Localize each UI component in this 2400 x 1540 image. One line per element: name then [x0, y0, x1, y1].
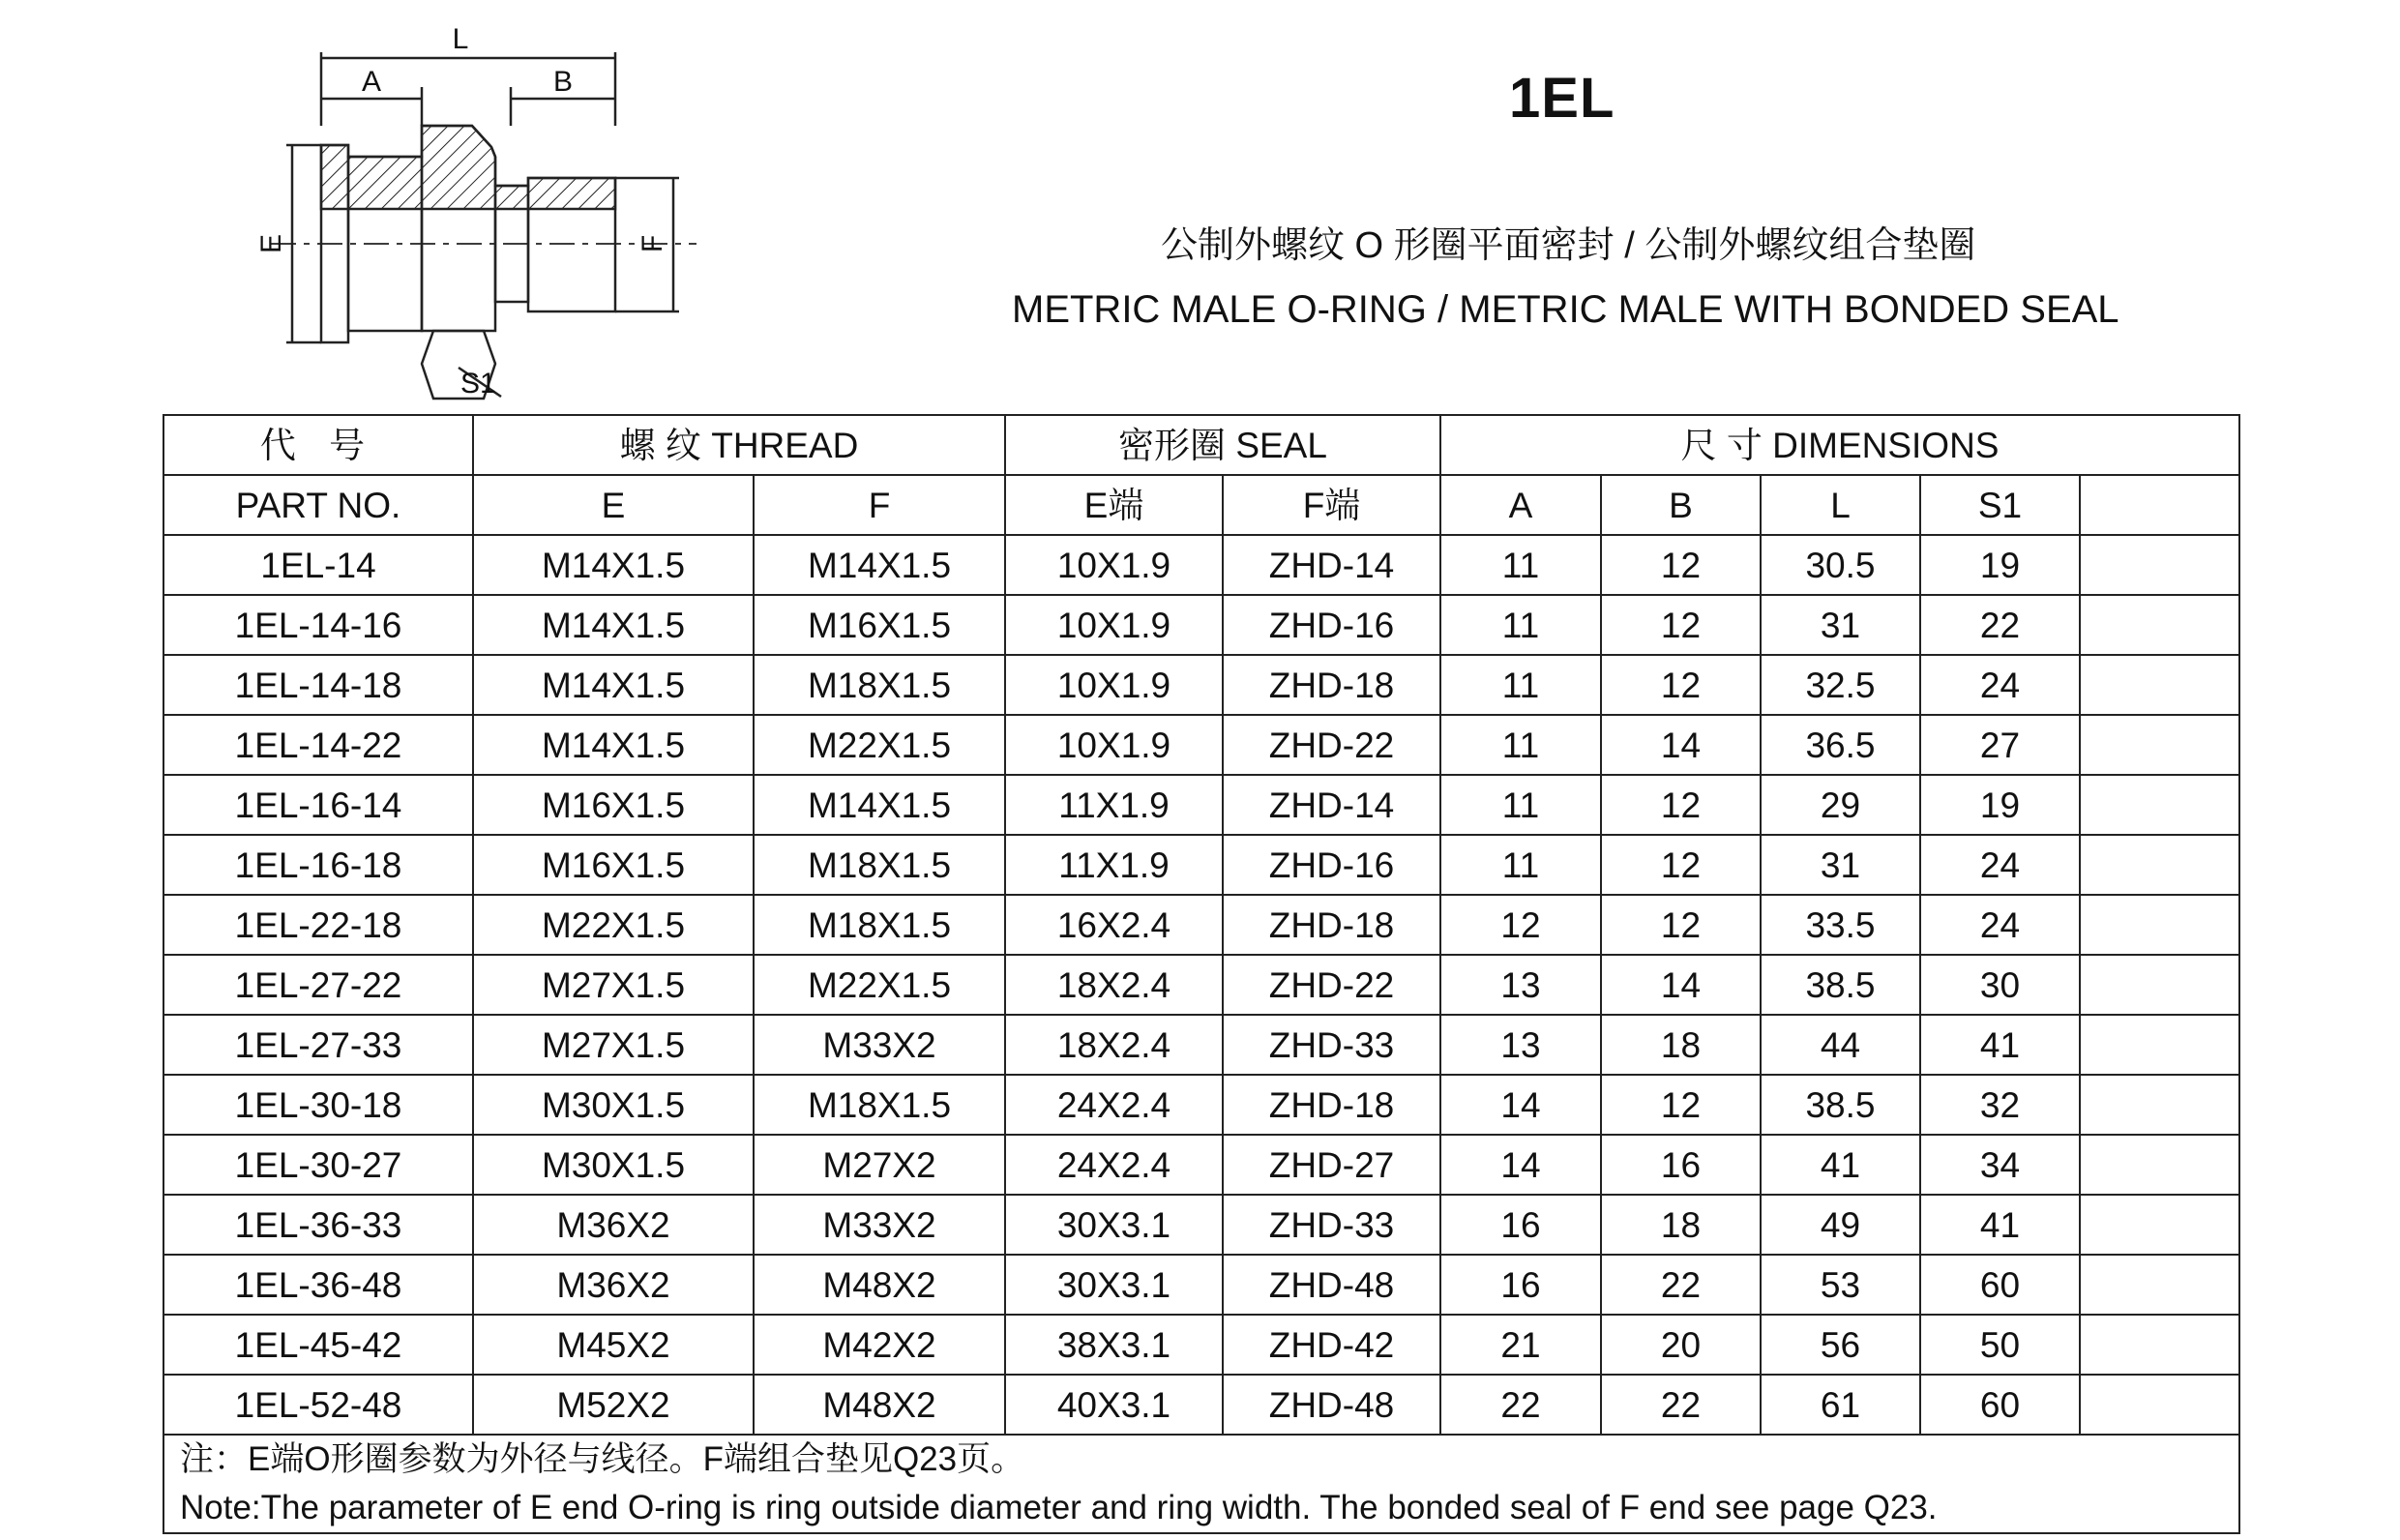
cell-blank: [2080, 655, 2239, 715]
product-code-title: 1EL: [1509, 67, 1615, 130]
cell-blank: [2080, 535, 2239, 595]
cell-thread-f: M22X1.5: [754, 955, 1005, 1015]
header-seal: 密形圈 SEAL: [1005, 415, 1440, 475]
cell-b: 20: [1601, 1315, 1761, 1375]
cell-seal-e: 10X1.9: [1005, 715, 1223, 775]
cell-a: 13: [1440, 1015, 1601, 1075]
dim-label-f: F: [637, 234, 668, 253]
table-row: [163, 955, 2239, 1015]
cell-part-no: 1EL-14-22: [163, 715, 473, 775]
cell-l: 30.5: [1761, 535, 1920, 595]
cell-blank: [2080, 1015, 2239, 1075]
cell-seal-f: ZHD-18: [1223, 895, 1440, 955]
cell-s1: 19: [1920, 535, 2080, 595]
cell-part-no: 1EL-45-42: [163, 1315, 473, 1375]
cell-thread-f: M16X1.5: [754, 595, 1005, 655]
cell-thread-f: M14X1.5: [754, 535, 1005, 595]
header-row-groups: [163, 415, 2239, 475]
cell-thread-e: M14X1.5: [473, 715, 754, 775]
table-row: [163, 1375, 2239, 1435]
fitting-drawing: [242, 19, 745, 406]
cell-l: 53: [1761, 1255, 1920, 1315]
cell-l: 56: [1761, 1315, 1920, 1375]
cell-part-no: 1EL-30-18: [163, 1075, 473, 1135]
cell-a: 11: [1440, 535, 1601, 595]
cell-blank: [2080, 1255, 2239, 1315]
cell-part-no: 1EL-27-33: [163, 1015, 473, 1075]
cell-part-no: 1EL-14: [163, 535, 473, 595]
cell-blank: [2080, 775, 2239, 835]
cell-seal-f: ZHD-33: [1223, 1015, 1440, 1075]
cell-part-no: 1EL-14-16: [163, 595, 473, 655]
dim-label-l: L: [452, 23, 469, 55]
cell-part-no: 1EL-27-22: [163, 955, 473, 1015]
cell-part-no: 1EL-16-14: [163, 775, 473, 835]
cell-l: 33.5: [1761, 895, 1920, 955]
cell-blank: [2080, 1135, 2239, 1195]
cell-thread-f: M42X2: [754, 1315, 1005, 1375]
dim-label-a: A: [361, 66, 382, 98]
cell-b: 12: [1601, 1075, 1761, 1135]
title-english: METRIC MALE O-RING / METRIC MALE WITH BONDED SEAL: [1012, 288, 2119, 331]
cell-part-no: 1EL-52-48: [163, 1375, 473, 1435]
cell-blank: [2080, 1375, 2239, 1435]
cell-seal-e: 10X1.9: [1005, 655, 1223, 715]
col-header-f: F: [754, 475, 1005, 535]
cell-seal-e: 24X2.4: [1005, 1075, 1223, 1135]
cell-thread-f: M18X1.5: [754, 1075, 1005, 1135]
cell-a: 12: [1440, 895, 1601, 955]
header-part-cn-text: 代 号: [259, 425, 377, 465]
cell-seal-e: 38X3.1: [1005, 1315, 1223, 1375]
cell-b: 12: [1601, 595, 1761, 655]
cell-s1: 24: [1920, 895, 2080, 955]
cell-s1: 41: [1920, 1195, 2080, 1255]
table-row: [163, 1075, 2239, 1135]
col-header-f-end: F端: [1223, 475, 1440, 535]
cell-thread-e: M16X1.5: [473, 775, 754, 835]
table-row: [163, 715, 2239, 775]
cell-s1: 34: [1920, 1135, 2080, 1195]
table-row: [163, 835, 2239, 895]
cell-b: 12: [1601, 535, 1761, 595]
col-header-a: A: [1440, 475, 1601, 535]
dim-label-e: E: [255, 233, 287, 254]
cell-blank: [2080, 1075, 2239, 1135]
cell-seal-e: 18X2.4: [1005, 1015, 1223, 1075]
cell-a: 11: [1440, 595, 1601, 655]
spec-table: [163, 414, 2240, 1534]
cell-l: 36.5: [1761, 715, 1920, 775]
table-row: [163, 1315, 2239, 1375]
cell-b: 12: [1601, 655, 1761, 715]
cell-s1: 24: [1920, 655, 2080, 715]
cell-b: 12: [1601, 775, 1761, 835]
cell-l: 38.5: [1761, 1075, 1920, 1135]
cell-a: 16: [1440, 1255, 1601, 1315]
cell-thread-e: M52X2: [473, 1375, 754, 1435]
cell-thread-f: M27X2: [754, 1135, 1005, 1195]
table-row: [163, 1135, 2239, 1195]
col-header-e: E: [473, 475, 754, 535]
cell-seal-f: ZHD-14: [1223, 775, 1440, 835]
cell-part-no: 1EL-14-18: [163, 655, 473, 715]
cell-b: 18: [1601, 1015, 1761, 1075]
title-chinese: 公制外螺纹 O 形圈平面密封 / 公制外螺纹组合垫圈: [1161, 225, 1976, 266]
cell-seal-e: 40X3.1: [1005, 1375, 1223, 1435]
cell-l: 38.5: [1761, 955, 1920, 1015]
cell-a: 11: [1440, 775, 1601, 835]
cell-thread-e: M27X1.5: [473, 1015, 754, 1075]
cell-l: 31: [1761, 835, 1920, 895]
cell-blank: [2080, 835, 2239, 895]
cell-thread-e: M30X1.5: [473, 1075, 754, 1135]
cell-seal-e: 30X3.1: [1005, 1195, 1223, 1255]
cell-seal-e: 16X2.4: [1005, 895, 1223, 955]
cell-seal-f: ZHD-27: [1223, 1135, 1440, 1195]
cell-part-no: 1EL-30-27: [163, 1135, 473, 1195]
table-row: [163, 1195, 2239, 1255]
cell-seal-e: 10X1.9: [1005, 595, 1223, 655]
cell-a: 21: [1440, 1315, 1601, 1375]
cell-seal-f: ZHD-48: [1223, 1375, 1440, 1435]
cell-seal-e: 11X1.9: [1005, 775, 1223, 835]
table-body: [163, 415, 2239, 1435]
note-chinese: 注：E端O形圈参数为外径与线径。F端组合垫见Q23页。: [180, 1440, 1025, 1478]
col-header-e-end: E端: [1005, 475, 1223, 535]
header-dimensions: 尺 寸 DIMENSIONS: [1440, 415, 2239, 475]
cell-seal-f: ZHD-16: [1223, 835, 1440, 895]
cell-b: 14: [1601, 715, 1761, 775]
header-part-cn: [163, 415, 473, 475]
cell-l: 32.5: [1761, 655, 1920, 715]
cell-seal-e: 24X2.4: [1005, 1135, 1223, 1195]
col-header-blank: [2080, 475, 2239, 535]
cell-l: 29: [1761, 775, 1920, 835]
table-row: [163, 1015, 2239, 1075]
cell-b: 12: [1601, 895, 1761, 955]
col-header-b: B: [1601, 475, 1761, 535]
cell-thread-e: M22X1.5: [473, 895, 754, 955]
cell-thread-f: M18X1.5: [754, 895, 1005, 955]
cell-thread-f: M48X2: [754, 1375, 1005, 1435]
cell-s1: 41: [1920, 1015, 2080, 1075]
cell-blank: [2080, 895, 2239, 955]
cell-seal-e: 11X1.9: [1005, 835, 1223, 895]
cell-s1: 60: [1920, 1255, 2080, 1315]
cell-s1: 27: [1920, 715, 2080, 775]
table-row: [163, 535, 2239, 595]
cell-seal-f: ZHD-42: [1223, 1315, 1440, 1375]
cell-l: 44: [1761, 1015, 1920, 1075]
cell-thread-e: M14X1.5: [473, 655, 754, 715]
cell-b: 16: [1601, 1135, 1761, 1195]
col-header-part-no: PART NO.: [163, 475, 473, 535]
cell-thread-e: M16X1.5: [473, 835, 754, 895]
header-row-columns: [163, 475, 2239, 535]
cell-thread-f: M48X2: [754, 1255, 1005, 1315]
col-header-l: L: [1761, 475, 1920, 535]
cell-thread-f: M33X2: [754, 1195, 1005, 1255]
cell-a: 11: [1440, 655, 1601, 715]
cell-blank: [2080, 595, 2239, 655]
cell-b: 12: [1601, 835, 1761, 895]
cell-part-no: 1EL-22-18: [163, 895, 473, 955]
cell-a: 14: [1440, 1135, 1601, 1195]
cell-thread-e: M14X1.5: [473, 535, 754, 595]
table-row: [163, 655, 2239, 715]
cell-l: 61: [1761, 1375, 1920, 1435]
cell-seal-f: ZHD-14: [1223, 535, 1440, 595]
table-row: [163, 895, 2239, 955]
cell-a: 13: [1440, 955, 1601, 1015]
cell-a: 16: [1440, 1195, 1601, 1255]
cell-thread-e: M45X2: [473, 1315, 754, 1375]
cell-thread-f: M14X1.5: [754, 775, 1005, 835]
dim-label-b: B: [552, 66, 574, 98]
cell-thread-f: M18X1.5: [754, 835, 1005, 895]
cell-thread-f: M22X1.5: [754, 715, 1005, 775]
cell-a: 11: [1440, 715, 1601, 775]
cell-a: 22: [1440, 1375, 1601, 1435]
cell-s1: 19: [1920, 775, 2080, 835]
cell-part-no: 1EL-16-18: [163, 835, 473, 895]
header-thread: 螺 纹 THREAD: [473, 415, 1005, 475]
cell-a: 11: [1440, 835, 1601, 895]
note-english: Note:The parameter of E end O-ring is ring outside diameter and ring width. The bonded seal of F end see page Q23.: [180, 1489, 1938, 1526]
cell-thread-e: M36X2: [473, 1255, 754, 1315]
cell-a: 14: [1440, 1075, 1601, 1135]
cell-seal-f: ZHD-48: [1223, 1255, 1440, 1315]
cell-seal-f: ZHD-18: [1223, 1075, 1440, 1135]
cell-thread-f: M33X2: [754, 1015, 1005, 1075]
cell-thread-e: M27X1.5: [473, 955, 754, 1015]
table-row: [163, 1255, 2239, 1315]
cell-thread-e: M36X2: [473, 1195, 754, 1255]
cell-seal-f: ZHD-18: [1223, 655, 1440, 715]
cell-seal-f: ZHD-22: [1223, 715, 1440, 775]
cell-blank: [2080, 955, 2239, 1015]
cell-s1: 50: [1920, 1315, 2080, 1375]
cell-seal-f: ZHD-22: [1223, 955, 1440, 1015]
cell-blank: [2080, 1195, 2239, 1255]
dim-label-s1: S1: [460, 368, 496, 400]
cell-s1: 24: [1920, 835, 2080, 895]
cell-blank: [2080, 715, 2239, 775]
cell-s1: 60: [1920, 1375, 2080, 1435]
cell-seal-e: 30X3.1: [1005, 1255, 1223, 1315]
cell-l: 41: [1761, 1135, 1920, 1195]
cell-thread-f: M18X1.5: [754, 655, 1005, 715]
cell-seal-f: ZHD-33: [1223, 1195, 1440, 1255]
cell-seal-f: ZHD-16: [1223, 595, 1440, 655]
col-header-s1: S1: [1920, 475, 2080, 535]
cell-l: 49: [1761, 1195, 1920, 1255]
table-row: [163, 595, 2239, 655]
cell-part-no: 1EL-36-33: [163, 1195, 473, 1255]
cell-seal-e: 18X2.4: [1005, 955, 1223, 1015]
cell-thread-e: M14X1.5: [473, 595, 754, 655]
cell-s1: 30: [1920, 955, 2080, 1015]
cell-blank: [2080, 1315, 2239, 1375]
cell-thread-e: M30X1.5: [473, 1135, 754, 1195]
cell-seal-e: 10X1.9: [1005, 535, 1223, 595]
note-row: [163, 1435, 2239, 1533]
cell-b: 14: [1601, 955, 1761, 1015]
cell-l: 31: [1761, 595, 1920, 655]
cell-b: 18: [1601, 1195, 1761, 1255]
cell-part-no: 1EL-36-48: [163, 1255, 473, 1315]
note-cell: [163, 1435, 2239, 1533]
table-row: [163, 775, 2239, 835]
cell-b: 22: [1601, 1255, 1761, 1315]
cell-s1: 32: [1920, 1075, 2080, 1135]
cell-b: 22: [1601, 1375, 1761, 1435]
cell-s1: 22: [1920, 595, 2080, 655]
